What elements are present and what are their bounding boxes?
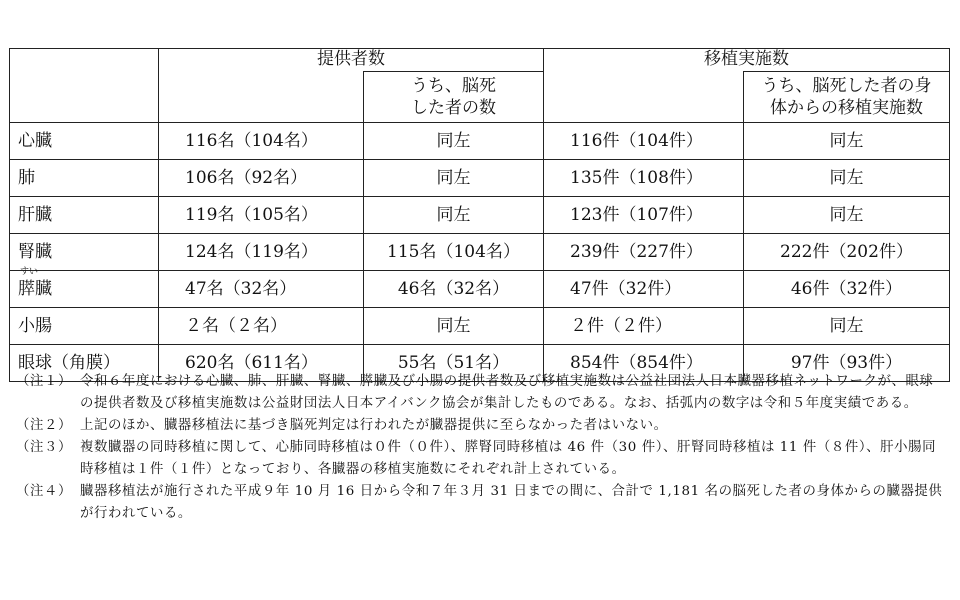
donors-brain-dead-cell: 115名（104名） xyxy=(364,234,544,271)
footnote-text: 令和６年度における心臓、肺、肝臓、腎臓、膵臓及び小腸の提供者数及び移植実施数は公益社団法人日本臓器移植ネットワークが、眼球の提供者数及び移植実施数は公益財団法人日本アイバンク協会が集計したものである。なお、括弧内の数字は令和５年度実績である。 xyxy=(80,374,934,411)
donors-brain-dead-cell: 46名（32名） xyxy=(364,271,544,308)
donors-brain-dead-cell: 同左 xyxy=(364,160,544,197)
donors-cell: 119名（105名） xyxy=(159,197,364,234)
footnote-text: 上記のほか、臓器移植法に基づき脳死判定は行われたが臓器提供に至らなかった者はいない。 xyxy=(80,418,668,433)
organ-ruby-text: すい xyxy=(20,267,39,277)
header-transplants: 移植実施数 xyxy=(544,49,950,72)
footnotes xyxy=(16,371,946,525)
donors-cell: ２名（２名） xyxy=(159,308,364,345)
header-transplants-spacer xyxy=(544,72,744,123)
transplants-cell: 135件（108件） xyxy=(544,160,744,197)
transplants-cell: ２件（２件） xyxy=(544,308,744,345)
header-donors: 提供者数 xyxy=(159,49,544,72)
footnote xyxy=(16,437,946,481)
header-transplants-brain-dead-line1: うち、脳死した者の身 xyxy=(761,76,932,96)
transplants-cell: 854件（854件） xyxy=(544,345,744,382)
donors-brain-dead-cell: 55名（51名） xyxy=(364,345,544,382)
transplants-brain-dead-cell: 222件（202件） xyxy=(744,234,950,271)
header-donors-brain-dead-line2: した者の数 xyxy=(411,98,496,118)
footnote xyxy=(16,415,946,437)
table-row xyxy=(10,234,950,271)
table-row xyxy=(10,308,950,345)
transplants-brain-dead-cell: 46件（32件） xyxy=(744,271,950,308)
transplants-cell: 116件（104件） xyxy=(544,123,744,160)
transplants-brain-dead-cell: 同左 xyxy=(744,160,950,197)
footnote-label: （注２） xyxy=(16,418,72,433)
header-donors-brain-dead xyxy=(364,72,544,123)
transplants-cell: 239件（227件） xyxy=(544,234,744,271)
footnote-text: 複数臓器の同時移植に関して、心肺同時移植は０件（０件）、膵腎同時移植は 46 件（30 件）、肝腎同時移植は 11 件（８件）、肝小腸同時移植は１件（１件）となっており、各臓器の移植実施数にそれぞれ計上されている。 xyxy=(80,440,937,477)
table-row xyxy=(10,197,950,234)
organ-cell: 肺 xyxy=(10,160,159,197)
transplants-cell: 47件（32件） xyxy=(544,271,744,308)
table-row xyxy=(10,160,950,197)
transplants-cell: 123件（107件） xyxy=(544,197,744,234)
footnote xyxy=(16,371,946,415)
donors-cell: 116名（104名） xyxy=(159,123,364,160)
header-blank-cell xyxy=(10,49,159,123)
donors-brain-dead-cell: 同左 xyxy=(364,197,544,234)
footnote-text: 臓器移植法が施行された平成９年 10 月 16 日から令和７年３月 31 日までの間に、合計で 1,181 名の脳死した者の身体からの臓器提供が行われている。 xyxy=(80,484,943,521)
transplants-brain-dead-cell: 97件（93件） xyxy=(744,345,950,382)
donors-cell: 47名（32名） xyxy=(159,271,364,308)
organ-label: 膵臓 xyxy=(18,279,52,299)
organ-cell: 心臓 xyxy=(10,123,159,160)
organ-cell xyxy=(10,267,159,308)
donors-cell: 620名（611名） xyxy=(159,345,364,382)
donors-cell: 106名（92名） xyxy=(159,160,364,197)
donors-brain-dead-cell: 同左 xyxy=(364,308,544,345)
donors-brain-dead-cell: 同左 xyxy=(364,123,544,160)
organ-cell: 小腸 xyxy=(10,308,159,345)
footnote-label: （注３） xyxy=(16,440,72,455)
header-donors-brain-dead-line1: うち、脳死 xyxy=(411,76,496,96)
organ-ruby-wrap xyxy=(18,267,52,299)
header-row-top xyxy=(10,49,950,72)
footnote-label: （注４） xyxy=(16,484,72,499)
table-row xyxy=(10,123,950,160)
organ-transplant-table xyxy=(9,48,950,382)
table-row xyxy=(10,271,950,308)
header-transplants-brain-dead xyxy=(744,72,950,123)
organ-cell: 腎臓 xyxy=(10,234,159,271)
organ-cell: 眼球（角膜） xyxy=(10,345,159,382)
footnote-label: （注１） xyxy=(16,374,72,389)
organ-cell: 肝臓 xyxy=(10,197,159,234)
header-donors-spacer xyxy=(159,72,364,123)
footnote xyxy=(16,481,946,525)
header-transplants-brain-dead-line2: 体からの移植実施数 xyxy=(770,98,923,118)
transplants-brain-dead-cell: 同左 xyxy=(744,123,950,160)
transplants-brain-dead-cell: 同左 xyxy=(744,308,950,345)
transplants-brain-dead-cell: 同左 xyxy=(744,197,950,234)
donors-cell: 124名（119名） xyxy=(159,234,364,271)
